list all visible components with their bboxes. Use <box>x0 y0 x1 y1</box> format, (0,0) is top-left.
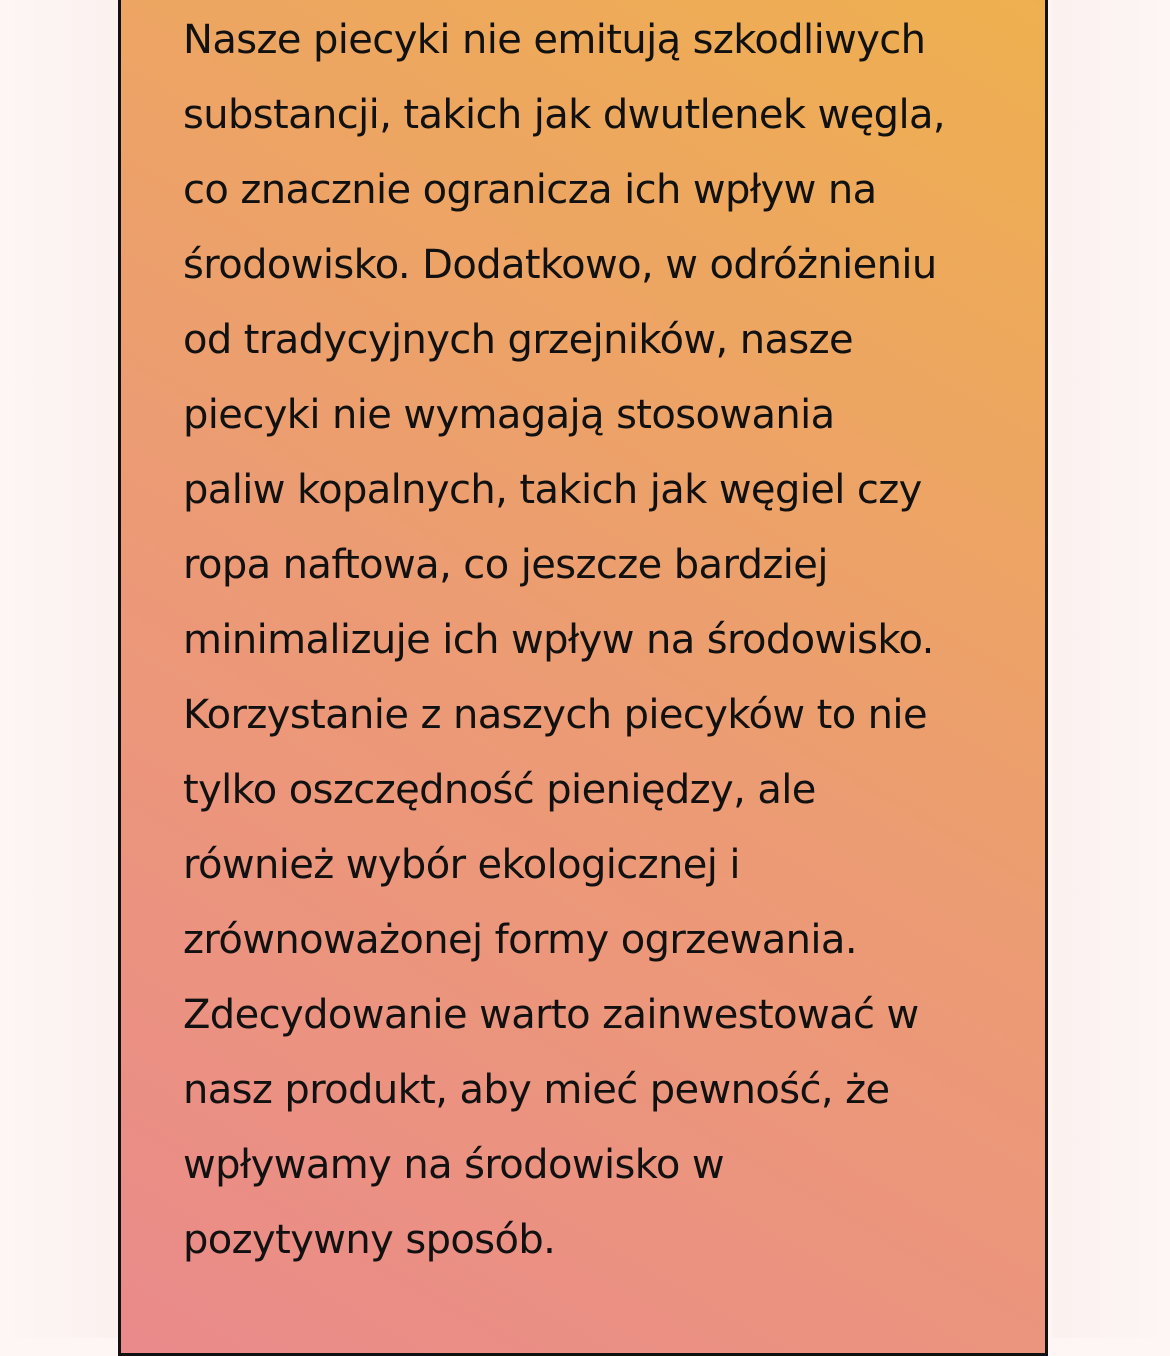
paragraph-line: nasz produkt, aby mieć pewność, że <box>183 1067 890 1113</box>
paragraph-line: Korzystanie z naszych piecyków to nie <box>183 692 927 738</box>
paragraph-line: od tradycyjnych grzejników, nasze <box>183 317 854 363</box>
paragraph-line: tylko oszczędność pieniędzy, ale <box>183 767 816 813</box>
paragraph-line: Zdecydowanie warto zainwestować w <box>183 992 919 1038</box>
paragraph-line: ropa naftowa, co jeszcze bardziej <box>183 542 828 588</box>
paragraph-line: zrównoważonej formy ogrzewania. <box>183 917 857 963</box>
paragraph-line: co znacznie ogranicza ich wpływ na <box>183 167 877 213</box>
card-paragraph <box>183 3 1023 1278</box>
paragraph-line: również wybór ekologicznej i <box>183 842 740 888</box>
paragraph-line: substancji, takich jak dwutlenek węgla, <box>183 92 946 138</box>
info-card <box>118 0 1048 1356</box>
page-background-right <box>1052 0 1170 1338</box>
page-background-left <box>0 0 120 1338</box>
paragraph-line: pozytywny sposób. <box>183 1217 556 1263</box>
paragraph-line: Nasze piecyki nie emitują szkodliwych <box>183 17 926 63</box>
paragraph-line: minimalizuje ich wpływ na środowisko. <box>183 617 934 663</box>
paragraph-line: środowisko. Dodatkowo, w odróżnieniu <box>183 242 937 288</box>
paragraph-line: wpływamy na środowisko w <box>183 1142 724 1188</box>
paragraph-line: paliw kopalnych, takich jak węgiel czy <box>183 467 922 513</box>
paragraph-line: piecyki nie wymagają stosowania <box>183 392 835 438</box>
